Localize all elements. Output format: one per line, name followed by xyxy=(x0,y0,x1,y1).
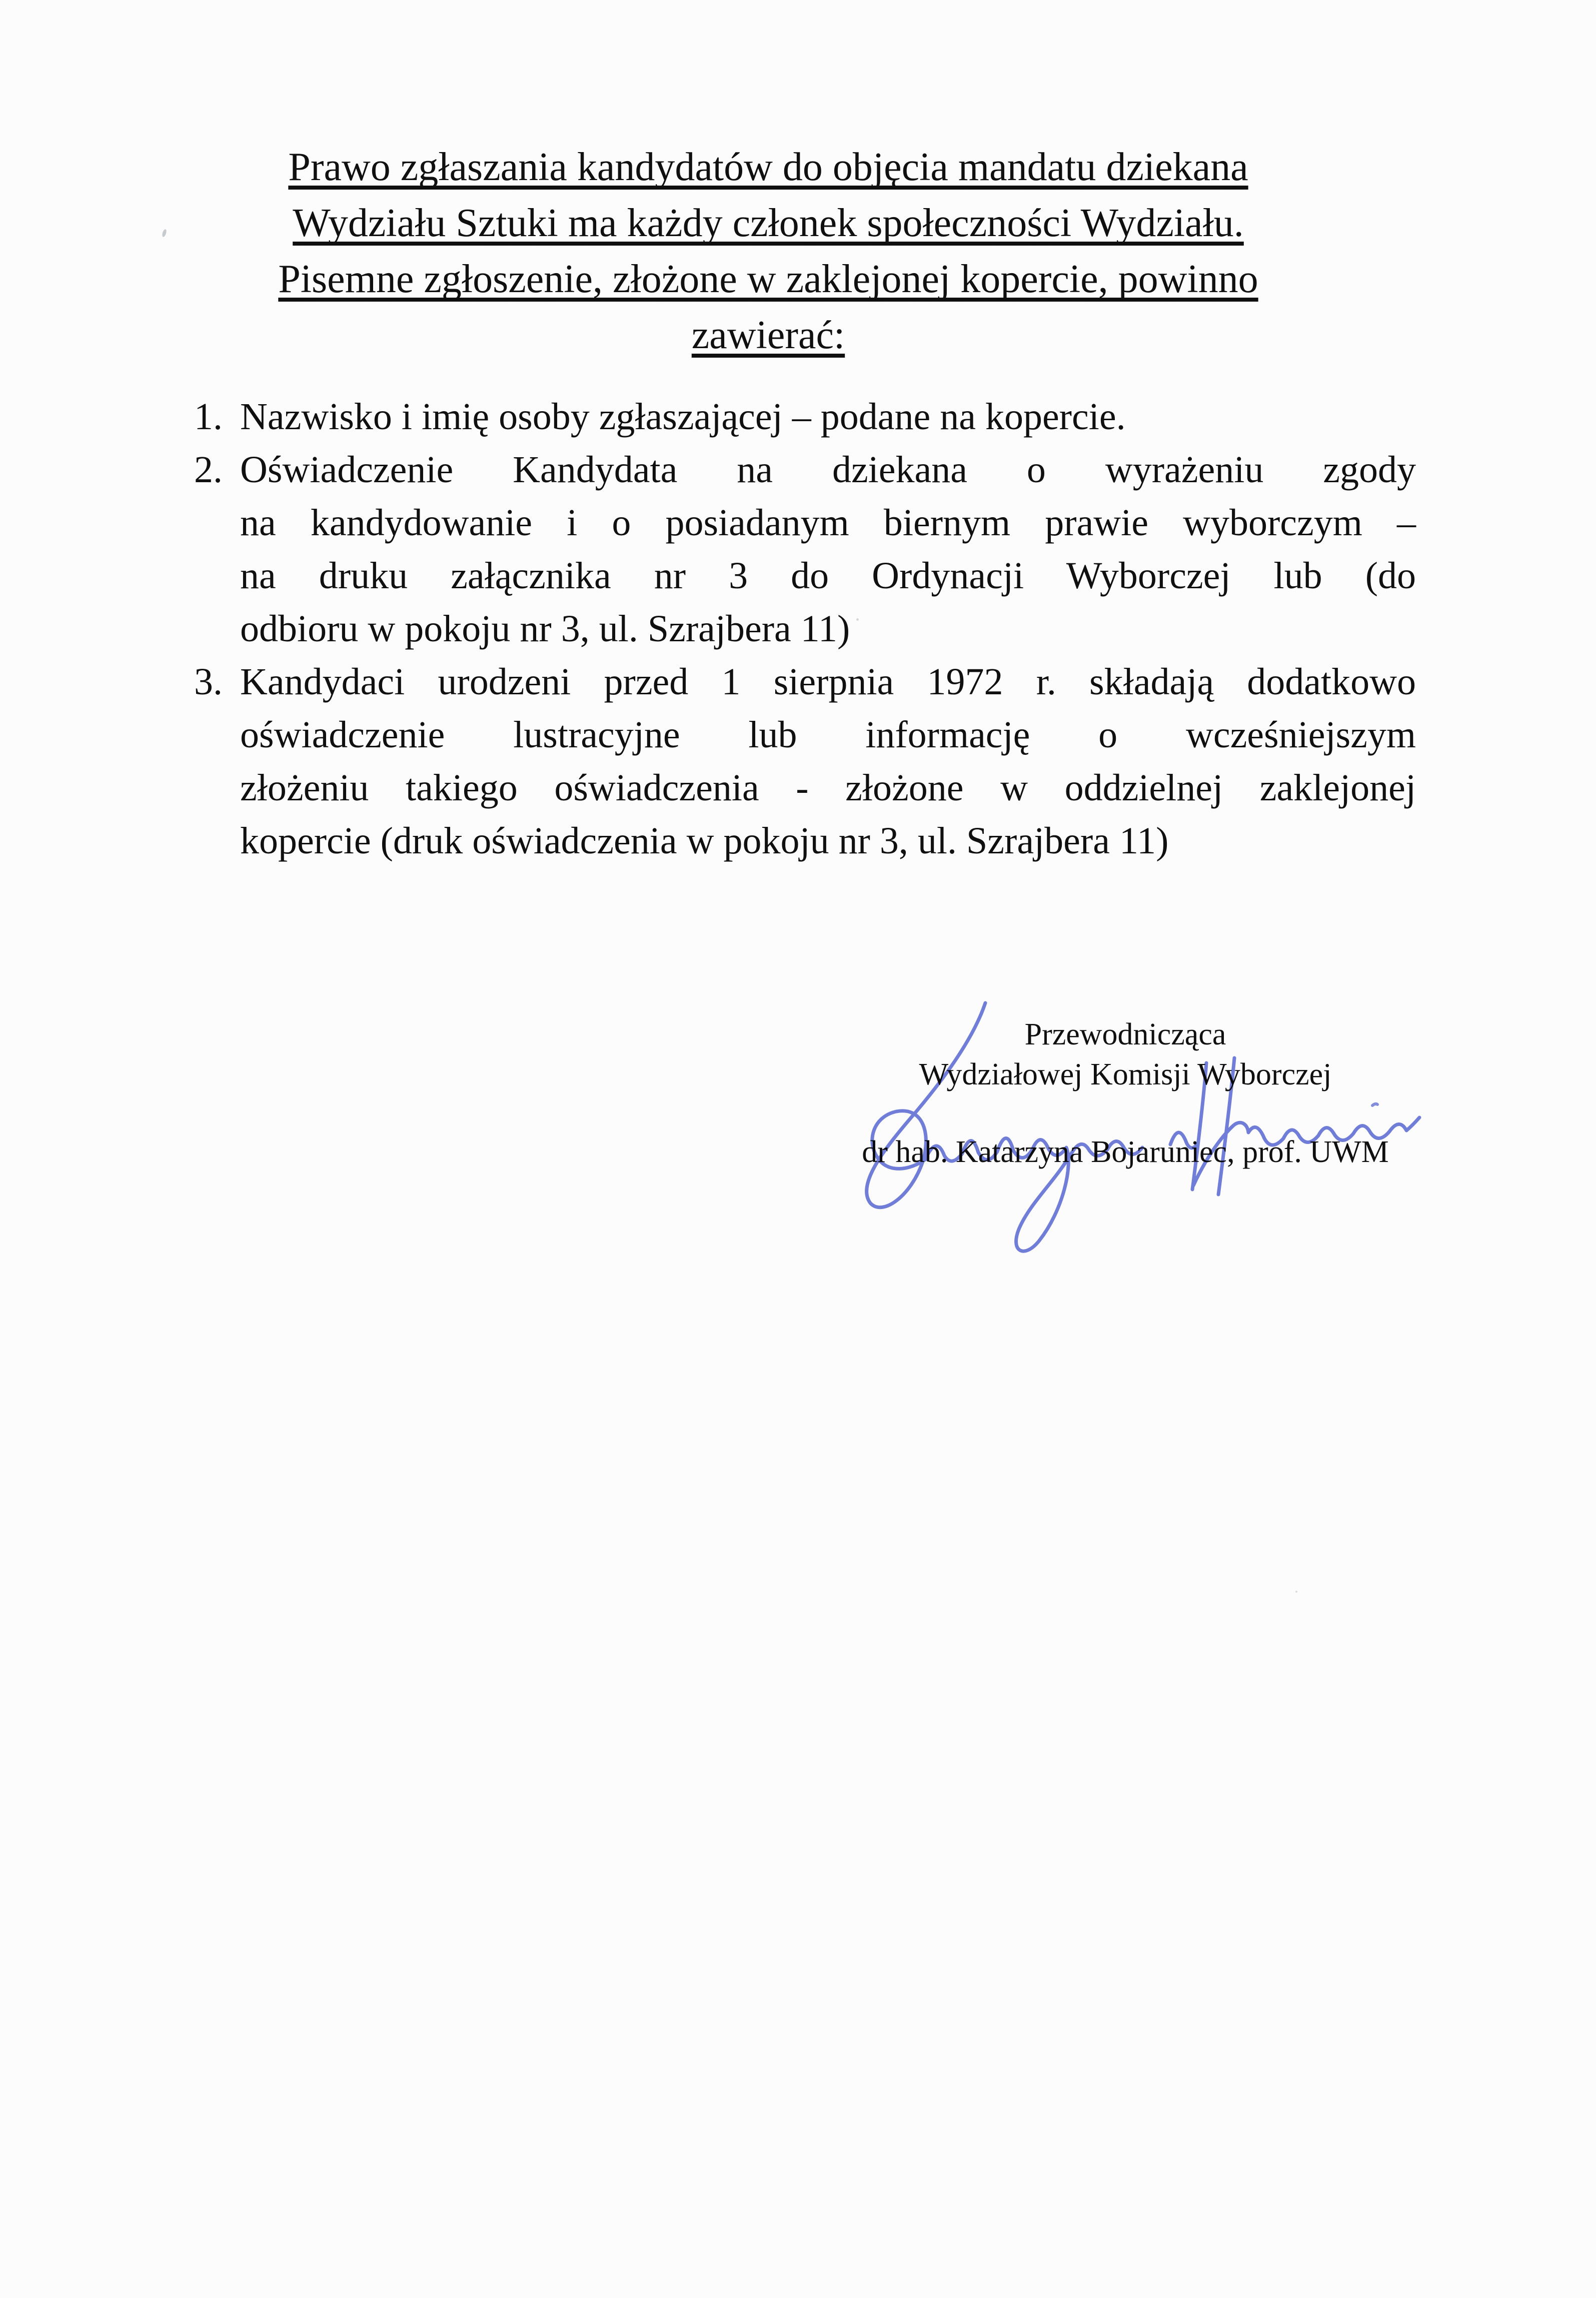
heading-line: Prawo zgłaszania kandydatów do objęcia mandatu dziekana xyxy=(288,145,1248,189)
list-item-number: 1. xyxy=(194,396,223,438)
list-item xyxy=(194,655,1416,867)
list-item-line: na kandydowanie i o posiadanym biernym prawie wyborczym – xyxy=(240,502,1416,544)
list-item xyxy=(194,443,1416,655)
list-item-line: na druku załącznika nr 3 do Ordynacji Wyborczej lub (do xyxy=(240,555,1416,597)
scan-speck xyxy=(162,229,168,237)
list-item-number: 2. xyxy=(194,449,223,491)
list-item-line: Oświadczenie Kandydata na dziekana o wyrażeniu zgody xyxy=(240,449,1416,491)
scan-speck xyxy=(856,618,859,621)
signature-role-line-1: Przewodnicząca xyxy=(1024,1017,1226,1051)
list-item-line: Nazwisko i imię osoby zgłaszającej – podane na kopercie. xyxy=(240,396,1126,438)
scan-speck xyxy=(1295,1591,1297,1593)
list-item-line: złożeniu takiego oświadczenia - złożone w oddzielnej zaklejonej xyxy=(240,767,1416,809)
list-item-line: odbioru w pokoju nr 3, ul. Szrajbera 11) xyxy=(240,608,850,650)
numbered-list xyxy=(194,390,1416,867)
list-item xyxy=(194,390,1416,443)
list-item-line: oświadczenie lustracyjne lub informację o wcześniejszym xyxy=(240,714,1416,756)
signature-name-line: dr hab. Katarzyna Bojaruniec, prof. UWM xyxy=(862,1135,1389,1169)
list-item-line: kopercie (druk oświadczenia w pokoju nr 3, ul. Szrajbera 11) xyxy=(240,820,1169,862)
heading-line: Wydziału Sztuki ma każdy członek społeczności Wydziału. xyxy=(293,201,1244,245)
list-item-line: Kandydaci urodzeni przed 1 sierpnia 1972 r. składają dodatkowo xyxy=(240,661,1416,703)
document-heading xyxy=(215,139,1321,363)
heading-line: Pisemne zgłoszenie, złożone w zaklejonej kopercie, powinno xyxy=(278,257,1258,301)
list-item-number: 3. xyxy=(194,661,223,703)
heading-line: zawierać: xyxy=(691,313,845,357)
signature-role-line-2: Wydziałowej Komisji Wyborczej xyxy=(919,1057,1332,1091)
